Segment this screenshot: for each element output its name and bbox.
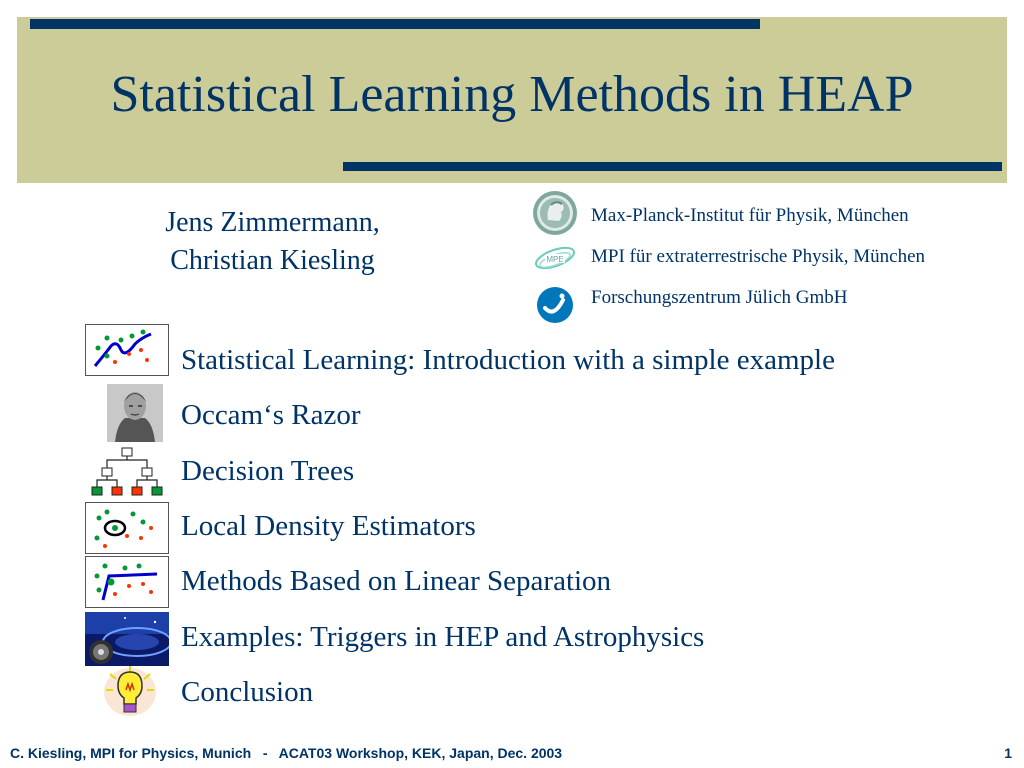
occam-portrait-icon	[107, 384, 163, 442]
agenda-item-conclusion: Conclusion	[181, 676, 314, 708]
agenda-item-occams-razor: Occam‘s Razor	[181, 399, 361, 431]
mpe-logo	[532, 236, 578, 282]
agenda-item-introduction: Statistical Learning: Introduction with a simple example	[181, 344, 835, 376]
mpg-minerva-logo	[532, 190, 578, 236]
svg-text:MPE: MPE	[546, 255, 564, 264]
fzj-logo	[532, 282, 578, 328]
footer-text: C. Kiesling, MPI for Physics, Munich - ACAT03 Workshop, KEK, Japan, Dec. 2003	[10, 745, 563, 761]
institution-mpp: Max-Planck-Institut für Physik, München	[591, 205, 909, 226]
title-bottom-rule	[343, 162, 1002, 171]
agenda-item-local-density: Local Density Estimators	[181, 510, 476, 542]
slide-title: Statistical Learning Methods in HEAP	[110, 66, 914, 123]
density-circle-icon	[85, 502, 169, 554]
lightbulb-icon	[100, 664, 160, 718]
agenda-item-decision-trees: Decision Trees	[181, 455, 355, 487]
scatter-curve-icon	[85, 324, 169, 376]
astrophysics-image-icon	[85, 612, 169, 666]
author-line-1: Jens Zimmermann,	[165, 207, 380, 238]
institution-fzj: Forschungszentrum Jülich GmbH	[591, 287, 848, 308]
title-top-rule	[30, 19, 760, 29]
linear-separation-icon	[85, 556, 169, 608]
author-block	[100, 204, 445, 280]
institution-mpe: MPI für extraterrestrische Physik, München	[591, 246, 926, 267]
decision-tree-icon	[85, 444, 169, 496]
author-line-2: Christian Kiesling	[170, 245, 375, 276]
agenda-item-linear-separation: Methods Based on Linear Separation	[181, 565, 612, 597]
page-number: 1	[1004, 745, 1012, 761]
agenda-item-examples: Examples: Triggers in HEP and Astrophysics	[181, 621, 705, 653]
